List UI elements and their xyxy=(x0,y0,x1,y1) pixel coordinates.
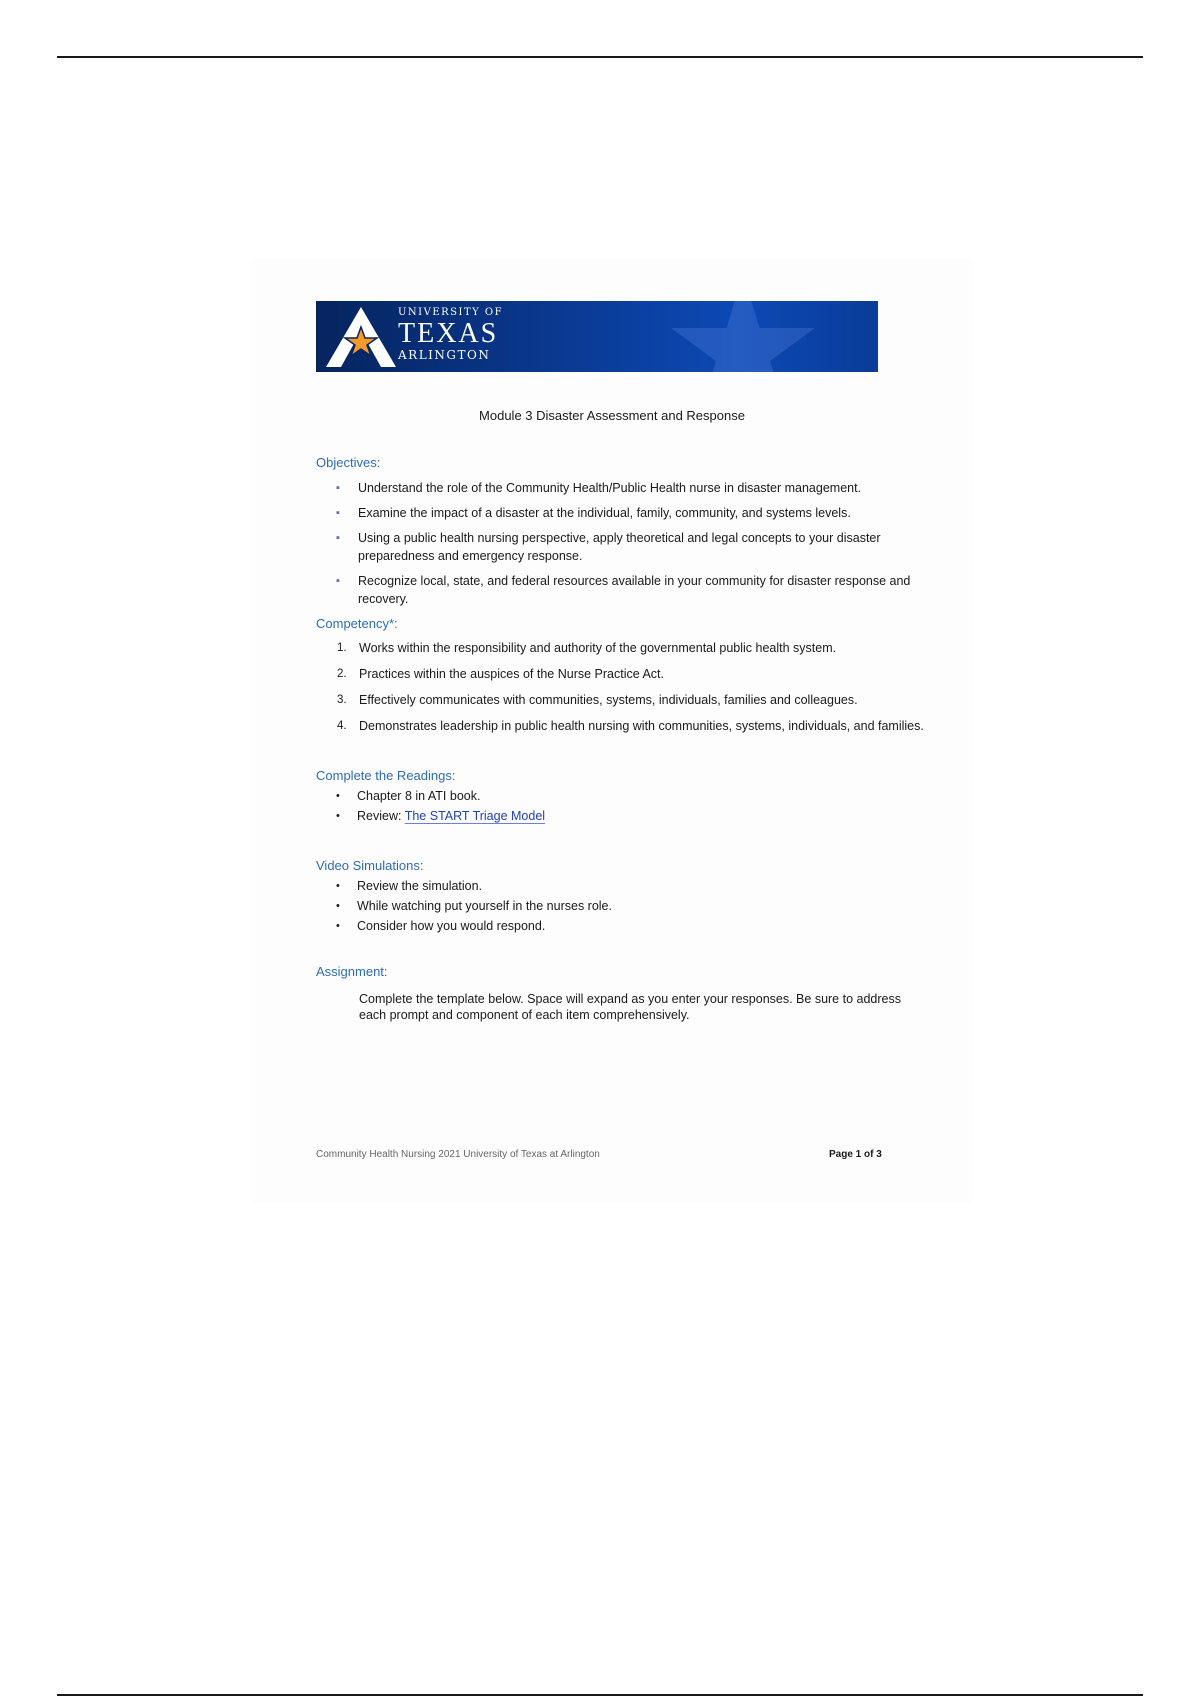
bullet-icon: • xyxy=(336,790,340,802)
list-item: 1. Works within the responsibility and authority of the governmental public health system. xyxy=(337,641,837,655)
bullet-icon: ▪ xyxy=(336,532,340,544)
page-footer-text: Community Health Nursing 2021 University of Texas at Arlington xyxy=(316,1149,600,1160)
bottom-divider xyxy=(57,1694,1143,1696)
list-item: • Review the simulation. xyxy=(336,879,483,893)
competency-heading: Competency*: xyxy=(316,616,398,631)
list-item: 2. Practices within the auspices of the Nurse Practice Act. xyxy=(337,667,664,681)
document-title: Module 3 Disaster Assessment and Response xyxy=(479,408,745,423)
assignment-instructions: Complete the template below. Space will expand as you enter your responses. Be sure to address each prompt and component of each item comprehensively. xyxy=(359,992,901,1022)
bullet-icon: • xyxy=(336,920,340,932)
objectives-list xyxy=(316,479,926,608)
list-item: ▪ Recognize local, state, and federal resources available in your community for disaster response and recovery. xyxy=(336,574,911,606)
readings-list xyxy=(316,787,926,825)
bullet-icon: ▪ xyxy=(336,507,340,519)
competency-list xyxy=(316,639,926,735)
wordmark-line-3: ARLINGTON xyxy=(398,348,491,362)
top-divider xyxy=(57,56,1143,58)
list-item: ▪ Examine the impact of a disaster at the individual, family, community, and systems levels. xyxy=(336,506,851,520)
document-body xyxy=(316,454,926,1023)
list-item: ▪ Understand the role of the Community Health/Public Health nurse in disaster management. xyxy=(336,481,862,495)
university-banner xyxy=(316,301,878,372)
wordmark-line-2: TEXAS xyxy=(398,318,499,349)
wordmark-line-1: UNIVERSITY OF xyxy=(398,307,504,318)
list-item: • Chapter 8 in ATI book. xyxy=(336,789,481,803)
bullet-icon: • xyxy=(336,880,340,892)
video-simulations-list xyxy=(316,877,926,935)
page-number: Page 1 of 3 xyxy=(829,1149,882,1160)
assignment-heading: Assignment: xyxy=(316,964,388,979)
list-item: 3. Effectively communicates with communities, systems, individuals, families and colleagues. xyxy=(337,693,858,707)
uta-a-star-logo-icon xyxy=(326,307,396,367)
university-wordmark xyxy=(398,306,503,362)
list-item: • While watching put yourself in the nurses role. xyxy=(336,899,612,913)
star-watermark-icon xyxy=(668,301,818,372)
list-item: 4. Demonstrates leadership in public health nursing with communities, systems, individuals, and families. xyxy=(337,719,924,733)
bullet-icon: • xyxy=(336,900,340,912)
video-simulations-heading: Video Simulations: xyxy=(316,858,424,873)
start-triage-model-link[interactable]: The START Triage Model xyxy=(404,809,546,823)
list-item: ▪ Using a public health nursing perspective, apply theoretical and legal concepts to your disaster preparedness and emergency response. xyxy=(336,531,881,563)
bullet-icon: ▪ xyxy=(336,575,340,587)
document-page xyxy=(251,258,973,1202)
list-item: • Consider how you would respond. xyxy=(336,919,546,933)
bullet-icon: • xyxy=(336,810,340,822)
bullet-icon: ▪ xyxy=(336,482,340,494)
objectives-heading: Objectives: xyxy=(316,455,381,470)
readings-heading: Complete the Readings: xyxy=(316,768,456,783)
list-item: • Review: The START Triage Model xyxy=(316,807,926,825)
